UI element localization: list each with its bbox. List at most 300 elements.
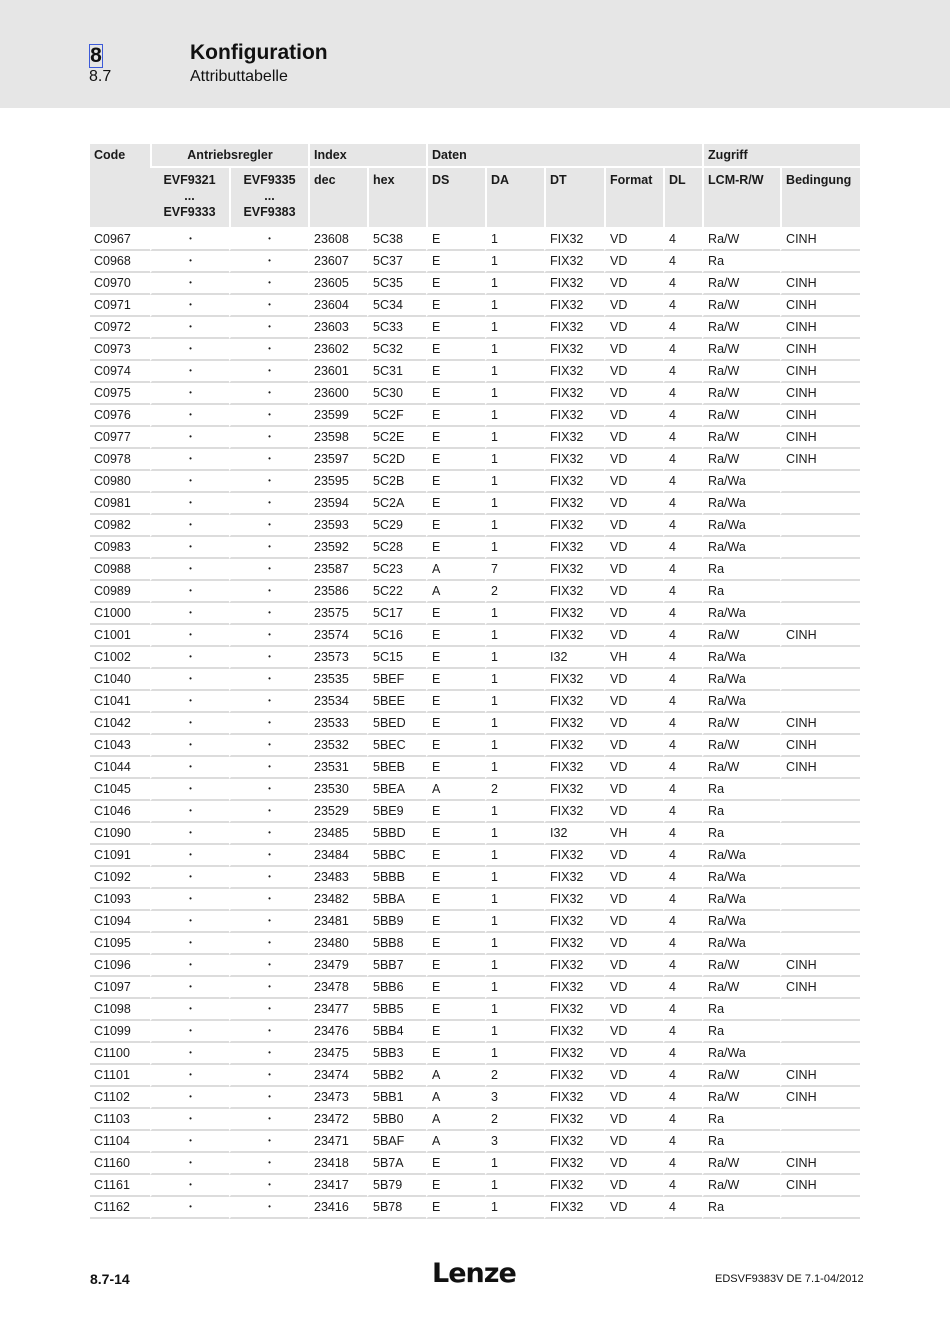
cell-dl: 4	[663, 867, 702, 889]
cell-code: C1090	[90, 823, 150, 845]
cell-format: VD	[604, 581, 663, 603]
cell-da: 1	[485, 229, 544, 251]
cell-bedingung: CINH	[780, 1065, 860, 1087]
cell-code: C1044	[90, 757, 150, 779]
cell-da: 1	[485, 647, 544, 669]
cell-da: 1	[485, 427, 544, 449]
cell-evf-group-2: •	[229, 779, 308, 801]
cell-evf-group-2: •	[229, 493, 308, 515]
cell-da: 1	[485, 1043, 544, 1065]
cell-format: VD	[604, 251, 663, 273]
cell-index-hex: 5BEA	[367, 779, 426, 801]
cell-bedingung: CINH	[780, 427, 860, 449]
cell-evf-group-1: •	[150, 361, 229, 383]
cell-format: VD	[604, 801, 663, 823]
cell-dt: FIX32	[544, 295, 604, 317]
cell-code: C1091	[90, 845, 150, 867]
cell-evf-group-1: •	[150, 229, 229, 251]
cell-lcm-rw: Ra	[702, 1131, 780, 1153]
cell-format: VD	[604, 493, 663, 515]
cell-bedingung: CINH	[780, 735, 860, 757]
cell-evf-group-2: •	[229, 361, 308, 383]
cell-evf-group-2: •	[229, 1087, 308, 1109]
table-row	[90, 405, 860, 427]
cell-ds: E	[426, 537, 485, 559]
cell-ds: E	[426, 713, 485, 735]
cell-code: C1040	[90, 669, 150, 691]
cell-da: 1	[485, 691, 544, 713]
table-row	[90, 955, 860, 977]
cell-evf-group-1: •	[150, 1043, 229, 1065]
cell-index-hex: 5BB9	[367, 911, 426, 933]
cell-code: C0989	[90, 581, 150, 603]
cell-evf-group-2: •	[229, 933, 308, 955]
cell-da: 1	[485, 405, 544, 427]
cell-dt: FIX32	[544, 339, 604, 361]
cell-index-hex: 5B79	[367, 1175, 426, 1197]
cell-bedingung: CINH	[780, 713, 860, 735]
cell-evf-group-1: •	[150, 405, 229, 427]
cell-dl: 4	[663, 449, 702, 471]
cell-index-hex: 5C33	[367, 317, 426, 339]
table-row	[90, 383, 860, 405]
cell-evf-group-1: •	[150, 1021, 229, 1043]
page-header	[0, 0, 950, 108]
cell-bedingung	[780, 1109, 860, 1131]
cell-evf-group-1: •	[150, 1175, 229, 1197]
cell-evf-group-2: •	[229, 295, 308, 317]
cell-evf-group-1: •	[150, 911, 229, 933]
cell-evf-group-2: •	[229, 713, 308, 735]
cell-index-hex: 5C32	[367, 339, 426, 361]
cell-lcm-rw: Ra/W	[702, 1065, 780, 1087]
cell-da: 1	[485, 493, 544, 515]
cell-lcm-rw: Ra/Wa	[702, 845, 780, 867]
cell-format: VD	[604, 1043, 663, 1065]
cell-code: C1101	[90, 1065, 150, 1087]
cell-lcm-rw: Ra/W	[702, 1153, 780, 1175]
cell-index-dec: 23604	[308, 295, 367, 317]
header-dl: DL	[663, 168, 702, 229]
cell-dl: 4	[663, 251, 702, 273]
cell-format: VD	[604, 933, 663, 955]
cell-dt: FIX32	[544, 383, 604, 405]
cell-code: C1002	[90, 647, 150, 669]
cell-lcm-rw: Ra/W	[702, 735, 780, 757]
cell-dl: 4	[663, 383, 702, 405]
cell-index-hex: 5C17	[367, 603, 426, 625]
cell-format: VD	[604, 427, 663, 449]
cell-lcm-rw: Ra/W	[702, 383, 780, 405]
cell-ds: E	[426, 955, 485, 977]
cell-evf-group-1: •	[150, 823, 229, 845]
cell-evf-group-2: •	[229, 1197, 308, 1219]
cell-evf-group-1: •	[150, 559, 229, 581]
cell-index-dec: 23478	[308, 977, 367, 999]
cell-dl: 4	[663, 713, 702, 735]
cell-index-dec: 23473	[308, 1087, 367, 1109]
cell-lcm-rw: Ra/W	[702, 1175, 780, 1197]
cell-evf-group-2: •	[229, 1021, 308, 1043]
cell-dt: I32	[544, 647, 604, 669]
table-row	[90, 449, 860, 471]
cell-format: VD	[604, 1131, 663, 1153]
cell-evf-group-1: •	[150, 999, 229, 1021]
cell-index-hex: 5C30	[367, 383, 426, 405]
cell-code: C1103	[90, 1109, 150, 1131]
cell-bedingung	[780, 889, 860, 911]
cell-da: 1	[485, 471, 544, 493]
table-row	[90, 647, 860, 669]
cell-dt: FIX32	[544, 361, 604, 383]
cell-dl: 4	[663, 273, 702, 295]
cell-lcm-rw: Ra/Wa	[702, 515, 780, 537]
cell-ds: E	[426, 823, 485, 845]
cell-dt: FIX32	[544, 559, 604, 581]
cell-da: 1	[485, 449, 544, 471]
cell-bedingung	[780, 845, 860, 867]
cell-lcm-rw: Ra/Wa	[702, 889, 780, 911]
cell-ds: E	[426, 845, 485, 867]
cell-format: VH	[604, 647, 663, 669]
cell-dl: 4	[663, 295, 702, 317]
cell-dl: 4	[663, 317, 702, 339]
cell-evf-group-1: •	[150, 1087, 229, 1109]
cell-dt: FIX32	[544, 537, 604, 559]
cell-dt: FIX32	[544, 1175, 604, 1197]
header-evf-group-1: EVF9321 ... EVF9333	[150, 168, 229, 229]
table-row	[90, 779, 860, 801]
cell-dl: 4	[663, 1197, 702, 1219]
cell-da: 1	[485, 999, 544, 1021]
cell-format: VD	[604, 1197, 663, 1219]
cell-bedingung: CINH	[780, 1087, 860, 1109]
cell-dl: 4	[663, 647, 702, 669]
cell-dt: FIX32	[544, 801, 604, 823]
table-row	[90, 625, 860, 647]
cell-dt: FIX32	[544, 955, 604, 977]
cell-da: 3	[485, 1131, 544, 1153]
cell-format: VH	[604, 823, 663, 845]
cell-format: VD	[604, 889, 663, 911]
cell-evf-group-2: •	[229, 405, 308, 427]
cell-lcm-rw: Ra/W	[702, 361, 780, 383]
cell-index-dec: 23534	[308, 691, 367, 713]
cell-index-hex: 5BAF	[367, 1131, 426, 1153]
cell-da: 1	[485, 317, 544, 339]
cell-ds: A	[426, 779, 485, 801]
cell-lcm-rw: Ra/Wa	[702, 691, 780, 713]
cell-da: 1	[485, 669, 544, 691]
cell-lcm-rw: Ra/W	[702, 625, 780, 647]
cell-evf-group-2: •	[229, 1131, 308, 1153]
cell-evf-group-1: •	[150, 1131, 229, 1153]
header-daten: Daten	[426, 144, 702, 168]
cell-index-dec: 23476	[308, 1021, 367, 1043]
cell-da: 1	[485, 361, 544, 383]
cell-index-hex: 5BED	[367, 713, 426, 735]
cell-format: VD	[604, 471, 663, 493]
cell-index-dec: 23418	[308, 1153, 367, 1175]
cell-da: 1	[485, 801, 544, 823]
cell-code: C1001	[90, 625, 150, 647]
cell-index-hex: 5C2F	[367, 405, 426, 427]
cell-dt: FIX32	[544, 1131, 604, 1153]
cell-index-dec: 23573	[308, 647, 367, 669]
cell-ds: A	[426, 559, 485, 581]
cell-index-hex: 5BBB	[367, 867, 426, 889]
cell-lcm-rw: Ra/W	[702, 427, 780, 449]
cell-da: 1	[485, 889, 544, 911]
cell-ds: E	[426, 889, 485, 911]
cell-index-hex: 5BBA	[367, 889, 426, 911]
cell-lcm-rw: Ra/W	[702, 317, 780, 339]
cell-ds: E	[426, 911, 485, 933]
cell-ds: E	[426, 999, 485, 1021]
cell-index-hex: 5C2E	[367, 427, 426, 449]
cell-evf-group-2: •	[229, 1153, 308, 1175]
cell-lcm-rw: Ra/W	[702, 713, 780, 735]
cell-lcm-rw: Ra	[702, 1021, 780, 1043]
cell-dt: FIX32	[544, 977, 604, 999]
cell-index-hex: 5BEF	[367, 669, 426, 691]
table-row	[90, 977, 860, 999]
cell-dl: 4	[663, 823, 702, 845]
cell-dt: FIX32	[544, 735, 604, 757]
cell-evf-group-2: •	[229, 647, 308, 669]
cell-lcm-rw: Ra/Wa	[702, 471, 780, 493]
cell-format: VD	[604, 361, 663, 383]
cell-dl: 4	[663, 1109, 702, 1131]
cell-index-hex: 5C23	[367, 559, 426, 581]
cell-format: VD	[604, 713, 663, 735]
header-bedingung: Bedingung	[780, 168, 860, 229]
cell-index-hex: 5BE9	[367, 801, 426, 823]
cell-evf-group-2: •	[229, 559, 308, 581]
cell-da: 1	[485, 603, 544, 625]
cell-index-hex: 5BB1	[367, 1087, 426, 1109]
cell-dl: 4	[663, 537, 702, 559]
cell-evf-group-1: •	[150, 955, 229, 977]
cell-evf-group-2: •	[229, 317, 308, 339]
cell-ds: E	[426, 339, 485, 361]
cell-evf-group-1: •	[150, 449, 229, 471]
header-dt: DT	[544, 168, 604, 229]
cell-evf-group-2: •	[229, 867, 308, 889]
cell-dl: 4	[663, 955, 702, 977]
cell-index-dec: 23480	[308, 933, 367, 955]
cell-ds: E	[426, 933, 485, 955]
cell-format: VD	[604, 537, 663, 559]
cell-index-dec: 23416	[308, 1197, 367, 1219]
header-format: Format	[604, 168, 663, 229]
cell-dl: 4	[663, 229, 702, 251]
cell-code: C0981	[90, 493, 150, 515]
cell-index-hex: 5C16	[367, 625, 426, 647]
cell-code: C1096	[90, 955, 150, 977]
cell-index-dec: 23595	[308, 471, 367, 493]
table-row	[90, 845, 860, 867]
cell-evf-group-2: •	[229, 691, 308, 713]
cell-code: C1100	[90, 1043, 150, 1065]
table-row	[90, 735, 860, 757]
cell-index-hex: 5C2B	[367, 471, 426, 493]
cell-index-dec: 23598	[308, 427, 367, 449]
cell-evf-group-2: •	[229, 911, 308, 933]
cell-code: C0977	[90, 427, 150, 449]
cell-code: C1046	[90, 801, 150, 823]
cell-evf-group-1: •	[150, 427, 229, 449]
cell-index-hex: 5BB2	[367, 1065, 426, 1087]
lenze-logo: Lenze	[432, 1258, 516, 1289]
cell-dl: 4	[663, 471, 702, 493]
cell-evf-group-2: •	[229, 955, 308, 977]
cell-lcm-rw: Ra/Wa	[702, 1043, 780, 1065]
cell-lcm-rw: Ra	[702, 251, 780, 273]
cell-ds: E	[426, 1021, 485, 1043]
cell-format: VD	[604, 955, 663, 977]
cell-dt: FIX32	[544, 999, 604, 1021]
cell-lcm-rw: Ra/Wa	[702, 647, 780, 669]
cell-code: C1098	[90, 999, 150, 1021]
cell-evf-group-1: •	[150, 251, 229, 273]
cell-ds: E	[426, 1175, 485, 1197]
cell-evf-group-2: •	[229, 383, 308, 405]
cell-index-dec: 23474	[308, 1065, 367, 1087]
cell-ds: E	[426, 251, 485, 273]
table-row	[90, 603, 860, 625]
cell-evf-group-2: •	[229, 625, 308, 647]
cell-dl: 4	[663, 1087, 702, 1109]
table-row	[90, 889, 860, 911]
cell-code: C1093	[90, 889, 150, 911]
cell-dt: FIX32	[544, 229, 604, 251]
table-row	[90, 273, 860, 295]
cell-format: VD	[604, 603, 663, 625]
cell-ds: E	[426, 317, 485, 339]
cell-ds: A	[426, 581, 485, 603]
cell-index-dec: 23593	[308, 515, 367, 537]
cell-ds: E	[426, 647, 485, 669]
table-row	[90, 339, 860, 361]
cell-evf-group-2: •	[229, 229, 308, 251]
cell-format: VD	[604, 757, 663, 779]
cell-dt: FIX32	[544, 691, 604, 713]
cell-dt: FIX32	[544, 515, 604, 537]
cell-da: 1	[485, 295, 544, 317]
cell-ds: E	[426, 361, 485, 383]
cell-index-hex: 5BBD	[367, 823, 426, 845]
cell-evf-group-1: •	[150, 1153, 229, 1175]
cell-ds: A	[426, 1109, 485, 1131]
document-id: EDSVF9383V DE 7.1-04/2012	[715, 1273, 864, 1285]
cell-bedingung	[780, 647, 860, 669]
cell-bedingung	[780, 1043, 860, 1065]
cell-index-dec: 23574	[308, 625, 367, 647]
cell-bedingung	[780, 1197, 860, 1219]
cell-lcm-rw: Ra/Wa	[702, 911, 780, 933]
cell-format: VD	[604, 1153, 663, 1175]
cell-dt: FIX32	[544, 273, 604, 295]
cell-evf-group-2: •	[229, 515, 308, 537]
cell-evf-group-1: •	[150, 493, 229, 515]
cell-evf-group-2: •	[229, 801, 308, 823]
cell-dl: 4	[663, 361, 702, 383]
cell-format: VD	[604, 317, 663, 339]
cell-format: VD	[604, 515, 663, 537]
header-code: Code	[90, 144, 150, 229]
cell-ds: E	[426, 405, 485, 427]
cell-dt: FIX32	[544, 1197, 604, 1219]
cell-code: C1102	[90, 1087, 150, 1109]
cell-lcm-rw: Ra	[702, 1197, 780, 1219]
cell-bedingung: CINH	[780, 625, 860, 647]
cell-lcm-rw: Ra	[702, 779, 780, 801]
cell-index-hex: 5BEC	[367, 735, 426, 757]
cell-evf-group-2: •	[229, 603, 308, 625]
cell-index-dec: 23529	[308, 801, 367, 823]
cell-ds: E	[426, 625, 485, 647]
cell-format: VD	[604, 845, 663, 867]
cell-bedingung	[780, 537, 860, 559]
cell-lcm-rw: Ra/Wa	[702, 933, 780, 955]
cell-evf-group-2: •	[229, 339, 308, 361]
cell-dt: FIX32	[544, 427, 604, 449]
attribute-table	[90, 144, 860, 1219]
cell-index-dec: 23599	[308, 405, 367, 427]
cell-index-hex: 5BB7	[367, 955, 426, 977]
table-row	[90, 493, 860, 515]
cell-index-hex: 5BB0	[367, 1109, 426, 1131]
cell-ds: A	[426, 1065, 485, 1087]
cell-evf-group-1: •	[150, 845, 229, 867]
cell-bedingung	[780, 823, 860, 845]
cell-evf-group-1: •	[150, 471, 229, 493]
cell-evf-group-1: •	[150, 295, 229, 317]
cell-ds: E	[426, 1153, 485, 1175]
cell-code: C0974	[90, 361, 150, 383]
cell-code: C1092	[90, 867, 150, 889]
cell-lcm-rw: Ra	[702, 1109, 780, 1131]
cell-dl: 4	[663, 801, 702, 823]
cell-dt: FIX32	[544, 1021, 604, 1043]
cell-index-dec: 23535	[308, 669, 367, 691]
cell-index-hex: 5BBC	[367, 845, 426, 867]
cell-index-dec: 23482	[308, 889, 367, 911]
cell-bedingung	[780, 999, 860, 1021]
cell-bedingung	[780, 669, 860, 691]
cell-bedingung: CINH	[780, 757, 860, 779]
table-row	[90, 1065, 860, 1087]
cell-bedingung	[780, 779, 860, 801]
cell-code: C1160	[90, 1153, 150, 1175]
cell-code: C0988	[90, 559, 150, 581]
cell-da: 1	[485, 735, 544, 757]
cell-bedingung	[780, 493, 860, 515]
cell-dt: FIX32	[544, 625, 604, 647]
cell-evf-group-2: •	[229, 537, 308, 559]
cell-dl: 4	[663, 1021, 702, 1043]
cell-bedingung: CINH	[780, 449, 860, 471]
cell-dt: FIX32	[544, 603, 604, 625]
header-ds: DS	[426, 168, 485, 229]
cell-ds: E	[426, 427, 485, 449]
cell-dt: FIX32	[544, 889, 604, 911]
section-number: 8.7	[89, 68, 112, 85]
cell-code: C1099	[90, 1021, 150, 1043]
cell-index-dec: 23484	[308, 845, 367, 867]
cell-evf-group-1: •	[150, 933, 229, 955]
